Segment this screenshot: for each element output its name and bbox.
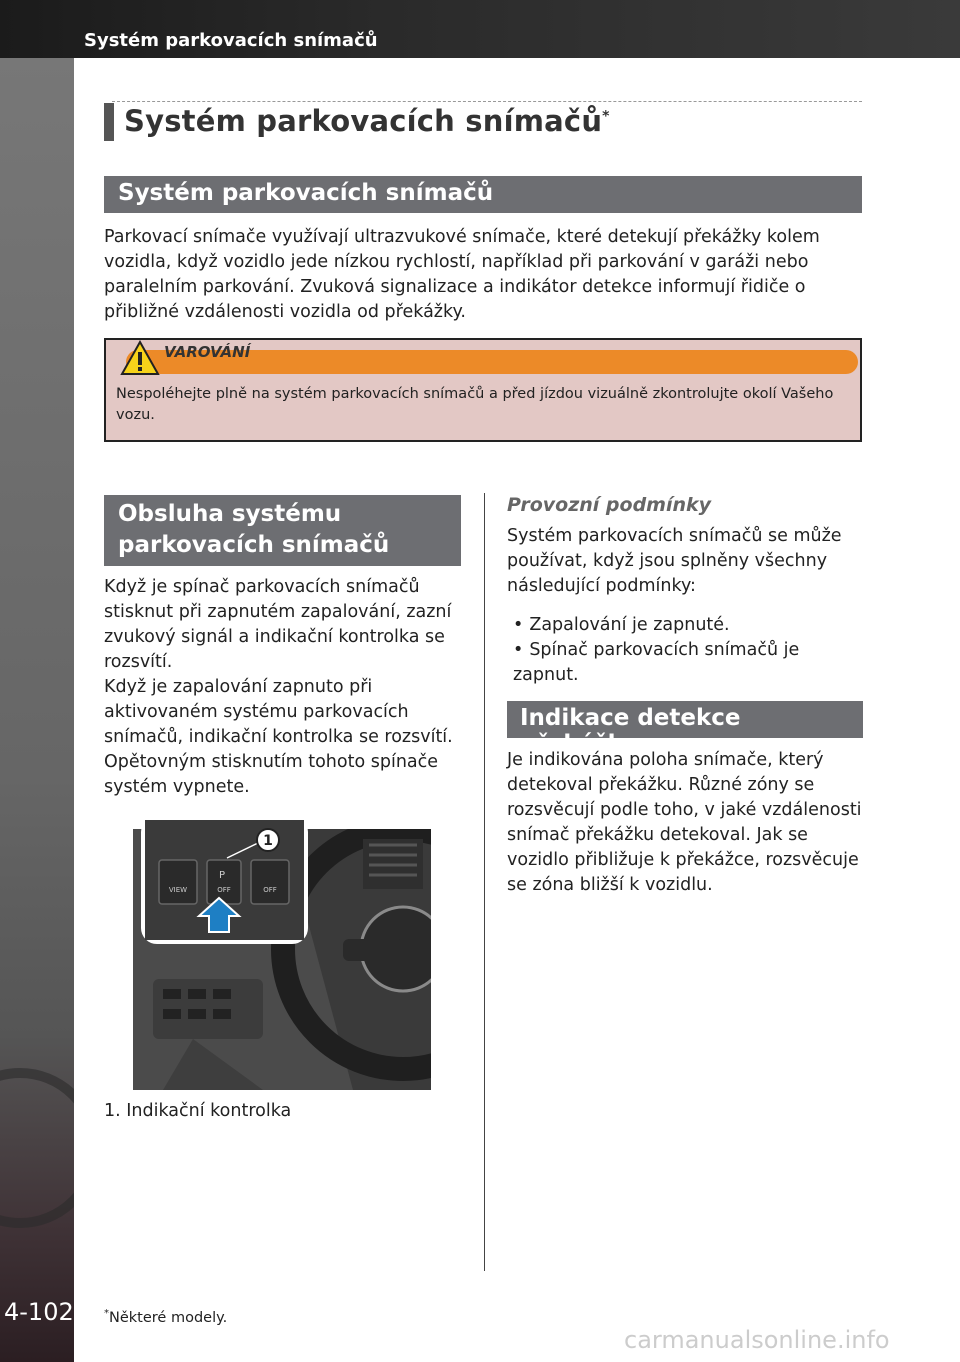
- side-strip: [0, 58, 74, 1362]
- warning-triangle-icon: [120, 340, 160, 376]
- section-heading-obstacle-detection: Indikace detekce překážky: [507, 701, 863, 738]
- section-heading-line1: Obsluha systému: [118, 501, 342, 527]
- section-intro-text: Parkovací snímače využívají ultrazvukové snímače, které detekují překážky kolem vozidla, když vozidlo jede nízkou rychlostí, například při parkování v garáži nebo paralelním parkování. Zvuková signalizace a indikátor detekce informují řidiče o přibližné vzdálenosti vozidla od překážky.: [104, 227, 820, 322]
- parking-sensor-button-label: OFF: [217, 886, 231, 894]
- page-number: 4-102: [4, 1298, 74, 1326]
- page-title-text: Systém parkovacích snímačů: [124, 104, 603, 138]
- operation-text: [104, 575, 464, 800]
- right-button-label: OFF: [263, 886, 277, 894]
- title-accent-bar: [104, 103, 114, 141]
- column-divider: [484, 493, 485, 1271]
- list-item: • Spínač parkovacích snímačů je zapnut.: [513, 638, 863, 688]
- warning-label: VAROVÁNÍ: [164, 343, 251, 361]
- warning-text: Nespoléhejte plně na systém parkovacích snímačů a před jízdou vizuálně zkontrolujte okolí Vašeho vozu.: [116, 386, 834, 423]
- section-heading-line2: parkovacích snímačů: [118, 532, 390, 558]
- conditions-list: [513, 613, 863, 688]
- steering-wheel-image: [0, 1068, 74, 1228]
- operation-paragraph-2: Když je zapalování zapnuto při aktivovaném systému parkovacích snímačů, indikační kontrolka se rozsvítí. Opětovným stisknutím tohoto spínače systém vypnete.: [104, 677, 453, 797]
- footnote: [104, 1308, 227, 1326]
- header-title: Systém parkovacích snímačů: [84, 30, 378, 51]
- watermark: carmanualsonline.info: [624, 1326, 890, 1354]
- view-button-label: VIEW: [168, 886, 188, 894]
- switch-panel-illustration: [145, 820, 304, 940]
- section-heading-parking-sensors: Systém parkovacích snímačů: [104, 176, 862, 213]
- asterisk-mark: *: [602, 108, 610, 125]
- title-divider: [112, 101, 862, 102]
- page-title: [124, 104, 610, 138]
- footnote-mark: *: [104, 1308, 109, 1319]
- list-item: • Zapalování je zapnuté.: [513, 613, 863, 638]
- operation-paragraph-1: Když je spínač parkovacích snímačů stisknut při zapnutém zapalování, zazní zvukový signál a indikační kontrolka se rozsvítí.: [104, 577, 452, 672]
- callout-zoom: [141, 816, 308, 944]
- header-bar: [0, 0, 960, 58]
- section-heading-operation: [104, 495, 461, 566]
- conditions-heading: Provozní podmínky: [507, 494, 712, 516]
- conditions-text: Systém parkovacích snímačů se může používat, když jsou splněny všechny následující podmínky:: [507, 526, 842, 596]
- parking-sensor-symbol: P: [218, 870, 226, 881]
- figure-caption: 1. Indikační kontrolka: [104, 1101, 292, 1121]
- warning-box: [104, 338, 862, 442]
- footnote-text: Některé modely.: [109, 1309, 228, 1326]
- obstacle-detection-text: Je indikována poloha snímače, který detekoval překážku. Různé zóny se rozsvěcují podle toho, v jaké vzdálenosti snímač překážku detekoval. Jak se vozidlo přibližuje k překážce, rozsvěcuje se zóna bližší k vozidlu.: [507, 750, 862, 895]
- callout-number: 1: [263, 833, 273, 849]
